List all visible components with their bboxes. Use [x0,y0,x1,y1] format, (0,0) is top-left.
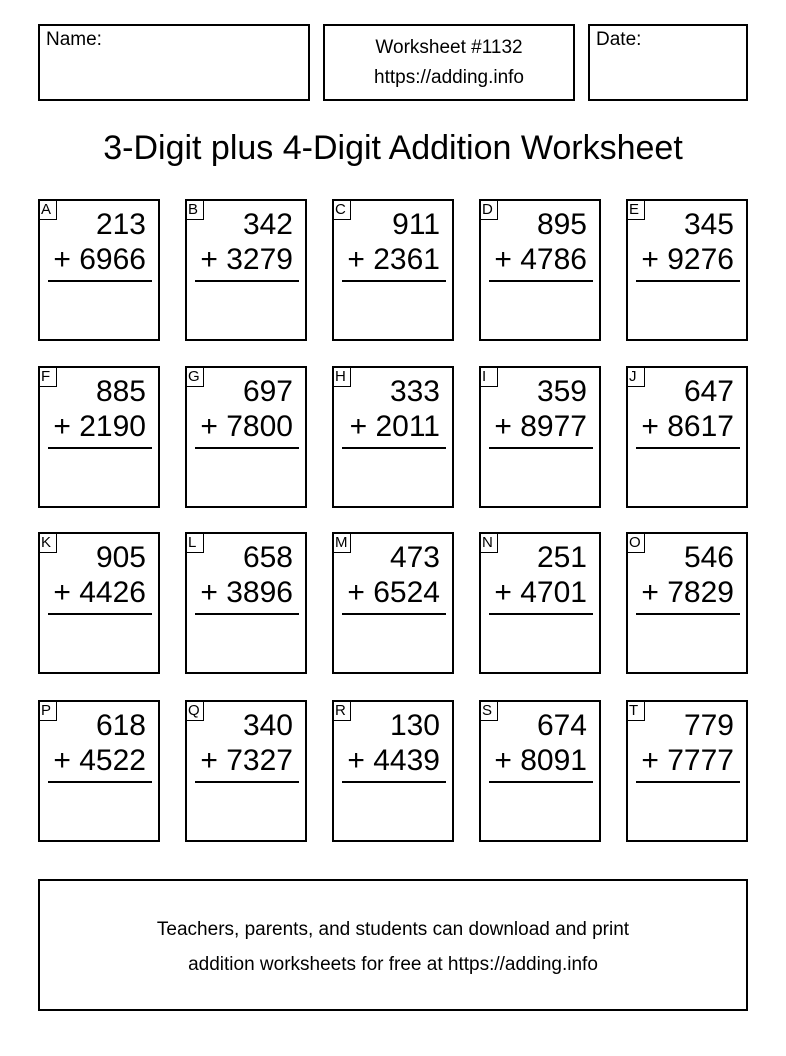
second-addend: 7829 [667,576,734,609]
second-addend: 4701 [520,576,587,609]
second-addend-row [53,744,146,778]
problem-g[interactable] [185,366,307,508]
second-addend: 4426 [79,576,146,609]
first-addend: 333 [389,375,440,408]
first-addend: 658 [242,541,293,574]
problem-letter: T [626,700,645,721]
second-addend-row [494,410,587,444]
second-addend-row [641,744,734,778]
problem-e[interactable] [626,199,748,341]
problem-letter: R [332,700,351,721]
second-addend: 7777 [667,744,734,777]
second-addend: 3896 [226,576,293,609]
problem-f[interactable] [38,366,160,508]
problem-o[interactable] [626,532,748,674]
first-addend: 895 [536,208,587,241]
answer-line [489,280,593,282]
problem-letter: L [185,532,204,553]
second-addend-row [347,576,440,610]
second-addend: 2361 [373,243,440,276]
plus-sign: + [53,744,71,777]
second-addend-row [200,410,293,444]
second-addend: 9276 [667,243,734,276]
first-addend: 911 [392,208,440,241]
second-addend-row [53,576,146,610]
problem-letter: Q [185,700,204,721]
first-addend: 647 [683,375,734,408]
answer-line [48,781,152,783]
second-addend-row [53,243,146,277]
answer-line [342,613,446,615]
plus-sign: + [347,576,365,609]
problem-j[interactable] [626,366,748,508]
plus-sign: + [200,243,218,276]
plus-sign: + [349,410,368,443]
problem-k[interactable] [38,532,160,674]
plus-sign: + [200,410,218,443]
first-addend: 251 [536,541,587,574]
problem-letter: N [479,532,498,553]
plus-sign: + [494,243,512,276]
second-addend: 8091 [520,744,587,777]
problem-m[interactable] [332,532,454,674]
plus-sign: + [347,243,365,276]
problem-s[interactable] [479,700,601,842]
second-addend-row [641,243,734,277]
date-box[interactable] [588,24,748,101]
answer-line [342,280,446,282]
problem-t[interactable] [626,700,748,842]
problem-p[interactable] [38,700,160,842]
plus-sign: + [641,243,659,276]
second-addend-row [200,744,293,778]
second-addend: 7327 [226,744,293,777]
worksheet-info-box [323,24,575,101]
second-addend: 4522 [79,744,146,777]
second-addend-row [494,243,587,277]
first-addend: 340 [242,709,293,742]
answer-line [636,280,740,282]
problem-letter: D [479,199,498,220]
problem-letter: P [38,700,57,721]
first-addend: 345 [683,208,734,241]
second-addend: 2011 [375,410,440,443]
worksheet-url: https://adding.info [374,67,524,88]
plus-sign: + [200,576,218,609]
first-addend: 905 [95,541,146,574]
answer-line [636,447,740,449]
first-addend: 213 [95,208,146,241]
problem-letter: M [332,532,351,553]
second-addend-row [494,744,587,778]
second-addend: 2190 [79,410,146,443]
problem-h[interactable] [332,366,454,508]
date-label: Date: [596,29,642,50]
second-addend-row [200,243,293,277]
second-addend-row [641,576,734,610]
problem-l[interactable] [185,532,307,674]
answer-line [195,280,299,282]
problem-letter: S [479,700,498,721]
answer-line [195,781,299,783]
first-addend: 674 [536,709,587,742]
second-addend: 8617 [667,410,734,443]
worksheet-number: Worksheet #1132 [375,37,523,58]
plus-sign: + [494,576,512,609]
second-addend: 4439 [373,744,440,777]
problem-letter: E [626,199,645,220]
answer-line [489,447,593,449]
answer-line [48,447,152,449]
answer-line [489,781,593,783]
second-addend: 7800 [226,410,293,443]
plus-sign: + [347,744,365,777]
first-addend: 359 [536,375,587,408]
first-addend: 342 [242,208,293,241]
problem-letter: A [38,199,57,220]
footer-box [38,879,748,1011]
problem-letter: J [626,366,645,387]
first-addend: 473 [389,541,440,574]
plus-sign: + [641,576,659,609]
problem-letter: F [38,366,57,387]
second-addend: 3279 [226,243,293,276]
first-addend: 885 [95,375,146,408]
plus-sign: + [53,576,71,609]
problem-letter: O [626,532,645,553]
page-title: 3-Digit plus 4-Digit Addition Worksheet [103,129,683,167]
second-addend: 4786 [520,243,587,276]
problem-b[interactable] [185,199,307,341]
problem-r[interactable] [332,700,454,842]
problem-n[interactable] [479,532,601,674]
problem-q[interactable] [185,700,307,842]
answer-line [342,447,446,449]
problem-letter: H [332,366,351,387]
second-addend-row [347,744,440,778]
first-addend: 697 [242,375,293,408]
problem-letter: K [38,532,57,553]
name-label: Name: [46,29,102,50]
problem-letter: B [185,199,204,220]
second-addend: 8977 [520,410,587,443]
second-addend-row [200,576,293,610]
first-addend: 779 [683,709,734,742]
first-addend: 546 [683,541,734,574]
footer-line-1: Teachers, parents, and students can download and print [156,919,630,940]
plus-sign: + [494,744,512,777]
answer-line [636,781,740,783]
problem-letter: C [332,199,351,220]
name-box[interactable] [38,24,310,101]
plus-sign: + [53,410,71,443]
answer-line [195,447,299,449]
plus-sign: + [53,243,71,276]
answer-line [48,613,152,615]
second-addend-row [641,410,734,444]
first-addend: 130 [389,709,440,742]
footer-line-2: addition worksheets for free at https://adding.info [188,954,598,975]
second-addend-row [347,243,440,277]
problem-letter: I [479,366,498,387]
answer-line [489,613,593,615]
problem-letter: G [185,366,204,387]
answer-line [48,280,152,282]
second-addend: 6966 [79,243,146,276]
second-addend-row [494,576,587,610]
problem-c[interactable] [332,199,454,341]
problem-i[interactable] [479,366,601,508]
first-addend: 618 [95,709,146,742]
problem-d[interactable] [479,199,601,341]
answer-line [636,613,740,615]
second-addend: 6524 [373,576,440,609]
answer-line [342,781,446,783]
plus-sign: + [494,410,512,443]
second-addend-row [350,410,440,444]
plus-sign: + [200,744,218,777]
plus-sign: + [641,744,659,777]
second-addend-row [53,410,146,444]
answer-line [195,613,299,615]
problem-a[interactable] [38,199,160,341]
plus-sign: + [641,410,659,443]
